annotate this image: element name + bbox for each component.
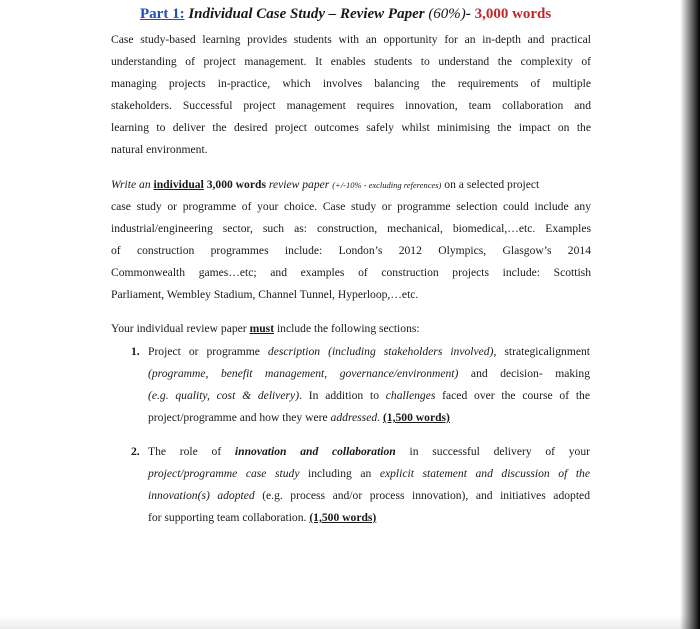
item1-c1: (e.g. quality, cost & delivery)	[148, 389, 300, 402]
item1-a2: description (including stakeholders involved)	[267, 345, 494, 358]
item1-c4: faced over the course of the	[435, 389, 590, 402]
item2-b3: explicit statement and discussion of the	[379, 467, 590, 480]
item1-b1: (programme, benefit management, governance/environment)	[148, 367, 459, 380]
intro-line: stakeholders. Successful project management requires innovation, team collaboration and	[111, 99, 591, 112]
item2-d1: for supporting team collaboration.	[148, 511, 310, 524]
item1-c2: . In addition to	[299, 389, 386, 402]
title-dash: -	[465, 6, 475, 22]
intro-paragraph	[111, 29, 591, 161]
item1-d2: addressed	[330, 411, 378, 424]
list-line	[148, 407, 590, 429]
title-part-label: Part 1:	[140, 6, 185, 22]
list-item-body	[148, 341, 590, 429]
word-count-emphasis: 3,000 words	[203, 178, 266, 191]
list-item-body	[148, 441, 590, 529]
list-line	[148, 507, 590, 529]
item2-a1: The role of	[148, 445, 235, 458]
tolerance-note: (+/-10% - excluding references)	[332, 180, 442, 190]
list-line	[148, 385, 590, 407]
item1-word-count: (1,500 words)	[382, 411, 450, 424]
item2-c2: (e.g. process and/or process innovation), and initiatives adopted	[254, 489, 590, 502]
assignment-line: Commonwealth games…etc; and examples of construction projects include: Scottish	[111, 266, 591, 279]
intro-line: natural environment.	[111, 143, 208, 156]
intro-line: learning to deliver the desired project outcomes safely whilst minimising the impact on the	[111, 121, 591, 134]
page-bottom-shade	[0, 615, 700, 629]
intro-line: Case study-based learning provides students with an opportunity for an in-depth and practical	[111, 33, 591, 46]
assignment-line: Parliament, Wembley Stadium, Channel Tunnel, Hyperloop,…etc.	[111, 288, 419, 301]
item2-a3: in successful delivery of your	[395, 445, 591, 458]
item1-a3: , strategicalignment	[493, 345, 590, 358]
assignment-first-line	[111, 174, 591, 196]
assignment-line: industrial/engineering sector, such as: construction, mechanical, biomedical,…etc. Examples	[111, 222, 591, 235]
sections-intro-line	[111, 318, 591, 340]
title-word-count: 3,000 words	[474, 6, 552, 22]
individual-emphasis: individual	[153, 178, 204, 191]
item1-b2: and decision- making	[458, 367, 590, 380]
list-line	[148, 463, 590, 485]
item1-d1: project/programme and how they were	[148, 411, 331, 424]
selected-project-text: on a selected project	[441, 178, 540, 191]
list-line	[148, 341, 590, 363]
item1-c3: challenges	[385, 389, 436, 402]
sections-intro-post: include the following sections:	[274, 322, 420, 335]
item2-b1: project/programme case study	[148, 467, 300, 480]
sections-intro	[111, 318, 591, 340]
write-an-text: Write an	[111, 178, 154, 191]
sections-intro-pre: Your individual review paper	[111, 322, 250, 335]
list-number: 2.	[131, 445, 140, 458]
item2-word-count: (1,500 words)	[309, 511, 377, 524]
item2-b2: including an	[299, 467, 380, 480]
must-emphasis: must	[249, 322, 275, 335]
title-heading: Individual Case Study – Review Paper	[184, 6, 429, 22]
item1-a1: Project or programme	[148, 345, 268, 358]
item1-d3: .	[377, 411, 383, 424]
title-percent: (60%)	[428, 6, 466, 22]
list-line	[148, 485, 590, 507]
list-line	[148, 363, 590, 385]
item2-a2: innovation and collaboration	[234, 445, 396, 458]
page-title	[140, 6, 660, 23]
assignment-line: of construction programmes include: London’s 2012 Olympics, Glasgow’s 2014	[111, 244, 591, 257]
list-line	[148, 441, 590, 463]
intro-line: understanding of project management. It enables students to understand the complexity of	[111, 55, 591, 68]
intro-line: managing projects in-practice, which involves balancing the requirements of multiple	[111, 77, 591, 90]
item2-c1: innovation(s) adopted	[148, 489, 255, 502]
assignment-line: case study or programme of your choice. Case study or programme selection could include any	[111, 200, 591, 213]
review-paper-text: review paper	[265, 178, 333, 191]
list-number: 1.	[131, 345, 140, 358]
assignment-paragraph	[111, 174, 591, 306]
page-edge-shadow	[680, 0, 700, 629]
